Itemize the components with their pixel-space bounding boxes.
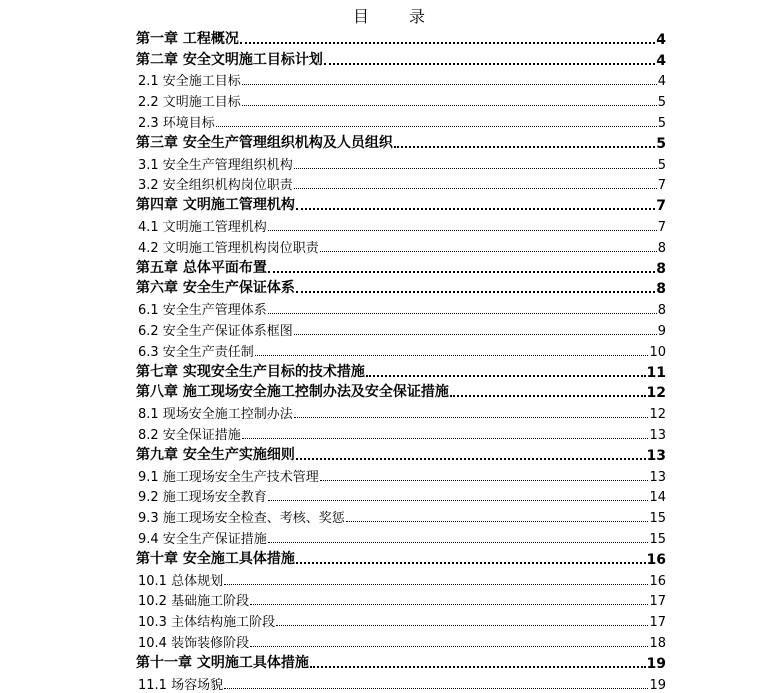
toc-entry-label: 8.1 现场安全施工控制办法 (138, 407, 293, 423)
toc-entry-page-number: 12 (646, 385, 666, 402)
toc-entry-label: 9.4 安全生产保证措施 (138, 531, 267, 547)
toc-entry-label: 2.3 环境目标 (138, 115, 215, 131)
toc-entry-page-number: 17 (649, 594, 666, 610)
toc-entry-page-number: 9 (657, 323, 666, 339)
dot-leader (250, 604, 648, 605)
toc-entry-label: 10.3 主体结构施工阶段 (138, 615, 276, 631)
dot-leader (294, 168, 657, 169)
dot-leader (242, 84, 657, 85)
toc-entry-page-number: 10 (649, 344, 666, 360)
toc-section-entry[interactable] (136, 609, 666, 630)
toc-entry-label: 第十一章 文明施工具体措施 (136, 654, 309, 671)
dot-leader (276, 625, 648, 626)
toc-entry-page-number: 5 (657, 115, 666, 131)
toc-entry-label: 6.3 安全生产责任制 (138, 344, 254, 360)
dot-leader (242, 438, 649, 439)
toc-entry-label: 2.1 安全施工目标 (138, 74, 241, 90)
table-of-contents (136, 27, 666, 693)
toc-section-entry[interactable] (136, 401, 666, 422)
toc-entry-page-number: 4 (657, 74, 666, 90)
toc-entry-label: 9.2 施工现场安全教育 (138, 490, 267, 506)
toc-entry-label: 第三章 安全生产管理组织机构及人员组织 (136, 134, 393, 151)
toc-entry-label: 10.2 基础施工阶段 (138, 594, 250, 610)
toc-entry-label: 第一章 工程概况 (136, 30, 239, 47)
toc-entry-page-number: 5 (656, 135, 666, 152)
dot-leader (216, 126, 657, 127)
toc-section-entry[interactable] (136, 526, 666, 547)
toc-entry-page-number: 13 (649, 469, 666, 485)
toc-entry-label: 10.4 装饰装修阶段 (138, 635, 250, 651)
toc-entry-label: 第六章 安全生产保证体系 (136, 280, 295, 297)
dot-leader (346, 521, 649, 522)
toc-entry-label: 9.1 施工现场安全生产技术管理 (138, 469, 319, 485)
toc-entry-page-number: 8 (656, 260, 666, 277)
toc-entry-page-number: 8 (656, 281, 666, 298)
toc-section-entry[interactable] (136, 589, 666, 610)
dot-leader (296, 458, 646, 460)
toc-entry-label: 第二章 安全文明施工目标计划 (136, 51, 323, 68)
dot-leader (255, 355, 649, 356)
toc-section-entry[interactable] (136, 485, 666, 506)
dot-leader (294, 188, 657, 189)
toc-chapter-entry[interactable] (136, 547, 666, 568)
toc-entry-label: 3.2 安全组织机构岗位职责 (138, 178, 293, 194)
toc-entry-label: 6.1 安全生产管理体系 (138, 303, 267, 319)
dot-leader (268, 500, 649, 501)
toc-entry-page-number: 7 (656, 198, 666, 215)
toc-chapter-entry[interactable] (136, 48, 666, 69)
toc-section-entry[interactable] (136, 339, 666, 360)
toc-section-entry[interactable] (136, 318, 666, 339)
toc-entry-page-number: 17 (649, 615, 666, 631)
toc-chapter-entry[interactable] (136, 256, 666, 277)
toc-entry-page-number: 19 (649, 677, 666, 693)
toc-entry-page-number: 4 (656, 52, 666, 69)
toc-entry-page-number: 12 (649, 407, 666, 423)
dot-leader (268, 542, 649, 543)
toc-entry-page-number: 15 (649, 531, 666, 547)
toc-section-entry[interactable] (136, 464, 666, 485)
toc-entry-page-number: 4 (656, 31, 666, 48)
toc-title (0, 4, 780, 27)
toc-section-entry[interactable] (136, 214, 666, 235)
toc-section-entry[interactable] (136, 152, 666, 173)
toc-section-entry[interactable] (136, 89, 666, 110)
dot-leader (366, 375, 646, 377)
dot-leader (224, 688, 648, 689)
dot-leader (320, 251, 657, 252)
toc-section-entry[interactable] (136, 568, 666, 589)
toc-chapter-entry[interactable] (136, 651, 666, 672)
dot-leader (268, 313, 657, 314)
dot-leader (294, 417, 649, 418)
dot-leader (268, 230, 657, 231)
toc-entry-label: 3.1 安全生产管理组织机构 (138, 157, 293, 173)
toc-chapter-entry[interactable] (136, 381, 666, 402)
dot-leader (320, 480, 649, 481)
toc-title-char-2: 录 (409, 7, 428, 26)
dot-leader (268, 271, 655, 273)
toc-entry-page-number: 7 (657, 178, 666, 194)
toc-entry-label: 第五章 总体平面布置 (136, 259, 267, 276)
toc-chapter-entry[interactable] (136, 443, 666, 464)
toc-entry-page-number: 5 (657, 157, 666, 173)
toc-section-entry[interactable] (136, 110, 666, 131)
toc-entry-label: 10.1 总体规划 (138, 573, 224, 589)
toc-entry-label: 第八章 施工现场安全施工控制办法及安全保证措施 (136, 384, 449, 401)
toc-entry-label: 9.3 施工现场安全检查、考核、奖惩 (138, 511, 345, 527)
dot-leader (310, 666, 646, 668)
toc-chapter-entry[interactable] (136, 360, 666, 381)
toc-section-entry[interactable] (136, 672, 666, 693)
dot-leader (294, 334, 657, 335)
toc-entry-label: 第四章 文明施工管理机构 (136, 197, 295, 214)
toc-section-entry[interactable] (136, 505, 666, 526)
toc-entry-page-number: 5 (657, 95, 666, 111)
toc-entry-page-number: 18 (649, 635, 666, 651)
dot-leader (296, 562, 646, 564)
toc-entry-page-number: 11 (646, 364, 666, 381)
toc-entry-label: 8.2 安全保证措施 (138, 427, 241, 443)
dot-leader (224, 584, 648, 585)
toc-section-entry[interactable] (136, 297, 666, 318)
dot-leader (242, 105, 657, 106)
toc-entry-page-number: 8 (657, 303, 666, 319)
toc-chapter-entry[interactable] (136, 193, 666, 214)
toc-entry-page-number: 15 (649, 511, 666, 527)
toc-entry-label: 4.1 文明施工管理机构 (138, 219, 267, 235)
toc-entry-label: 第七章 实现安全生产目标的技术措施 (136, 363, 365, 380)
toc-section-entry[interactable] (136, 630, 666, 651)
toc-entry-page-number: 13 (649, 427, 666, 443)
toc-entry-label: 11.1 场容场貌 (138, 677, 224, 693)
toc-entry-label: 2.2 文明施工目标 (138, 95, 241, 111)
toc-section-entry[interactable] (136, 235, 666, 256)
toc-entry-page-number: 13 (646, 447, 666, 464)
dot-leader (240, 42, 655, 44)
toc-chapter-entry[interactable] (136, 131, 666, 152)
toc-entry-page-number: 8 (657, 240, 666, 256)
toc-entry-label: 第九章 安全生产实施细则 (136, 446, 295, 463)
toc-entry-page-number: 7 (657, 219, 666, 235)
toc-entry-page-number: 16 (646, 551, 666, 568)
toc-entry-label: 第十章 安全施工具体措施 (136, 550, 295, 567)
dot-leader (394, 146, 655, 148)
toc-title-char-1: 目 (352, 7, 371, 26)
dot-leader (250, 646, 648, 647)
toc-entry-label: 6.2 安全生产保证体系框图 (138, 323, 293, 339)
toc-section-entry[interactable] (136, 69, 666, 90)
toc-section-entry[interactable] (136, 173, 666, 194)
toc-entry-label: 4.2 文明施工管理机构岗位职责 (138, 240, 319, 256)
toc-entry-page-number: 19 (646, 655, 666, 672)
toc-entry-page-number: 14 (649, 490, 666, 506)
dot-leader (324, 63, 655, 65)
toc-chapter-entry[interactable] (136, 27, 666, 48)
toc-chapter-entry[interactable] (136, 277, 666, 298)
toc-entry-page-number: 16 (649, 573, 666, 589)
dot-leader (296, 291, 655, 293)
toc-section-entry[interactable] (136, 422, 666, 443)
dot-leader (296, 208, 655, 210)
dot-leader (450, 395, 646, 397)
